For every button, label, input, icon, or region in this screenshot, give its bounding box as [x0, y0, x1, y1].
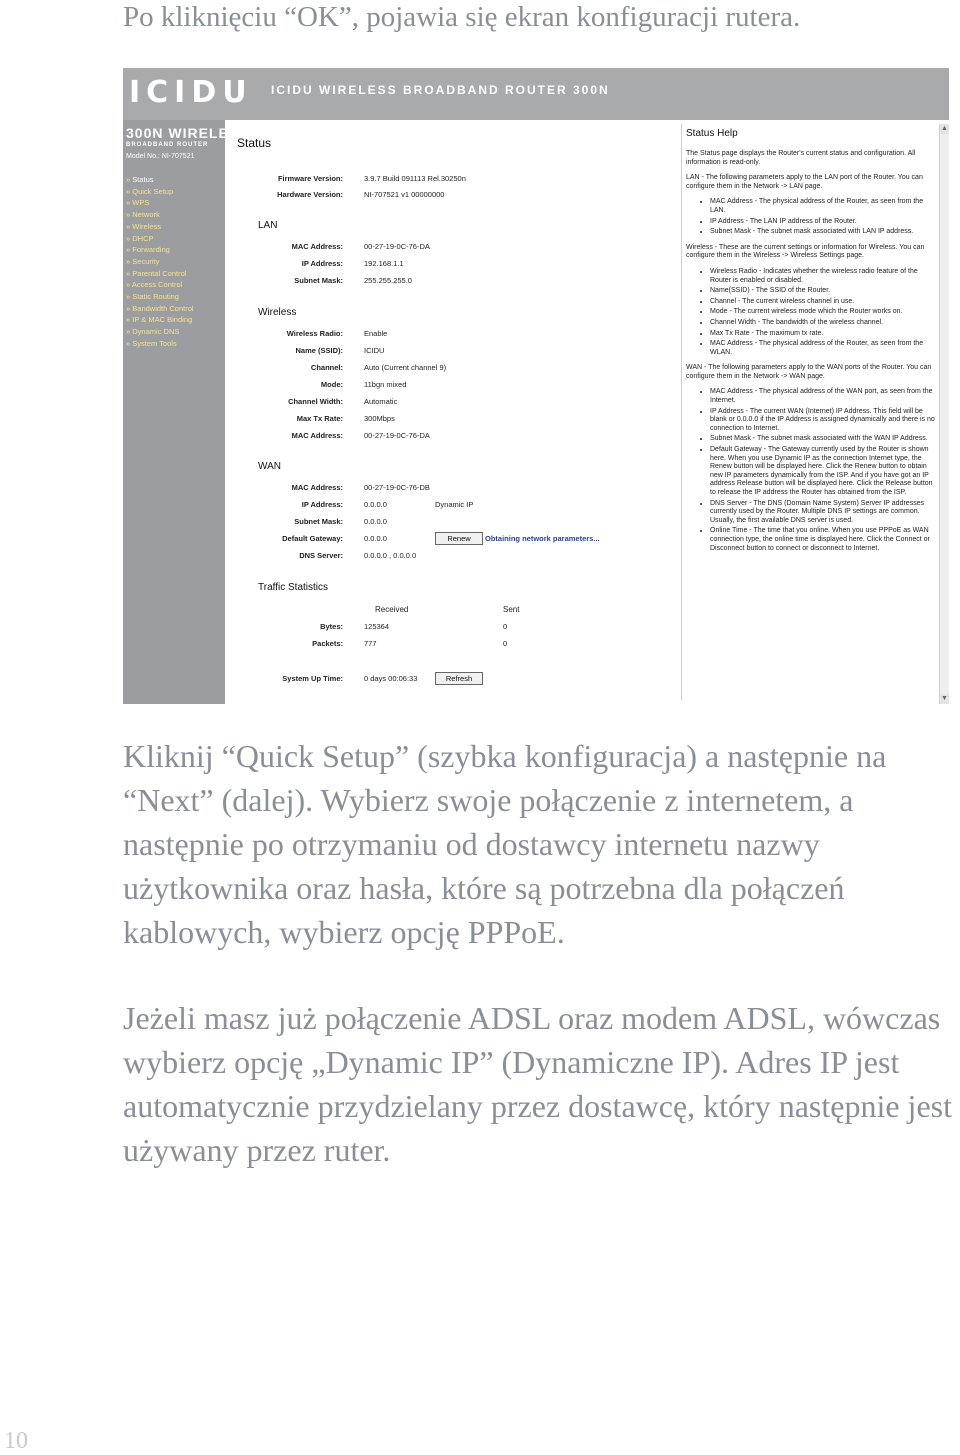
wan-mac-label: MAC Address: — [291, 483, 343, 492]
lan-mask-label: Subnet Mask: — [294, 276, 343, 285]
menu-item-bandwidth-control[interactable]: » Bandwidth Control — [126, 303, 194, 315]
lan-mac-row — [227, 242, 677, 252]
help-list-item: • Wireless Radio - Indicates whether the wireless radio feature of the Router is enabled or disabled. — [710, 268, 938, 285]
scroll-up-icon[interactable]: ▲ — [941, 125, 948, 132]
wireless-mac-row — [227, 431, 677, 441]
received-header: Received — [375, 605, 409, 614]
help-list-item: • Channel Width - The bandwidth of the wireless channel. — [710, 319, 938, 328]
bytes-received: 125364 — [364, 622, 390, 631]
wan-mask-row — [227, 517, 677, 527]
wireless-mac-label: MAC Address: — [291, 431, 343, 440]
page-number: 10 — [4, 1428, 28, 1454]
menu-item-security[interactable]: » Security — [126, 256, 194, 268]
txrate-value: 300Mbps — [364, 414, 395, 423]
radio-row — [227, 329, 677, 339]
help-list-item: • MAC Address - The physical address of the Router, as seen from the WLAN. — [710, 340, 938, 357]
dns-value: 0.0.0.0 , 0.0.0.0 — [364, 551, 417, 560]
hardware-value: NI-707521 v1 00000000 — [364, 190, 445, 199]
firmware-label: Firmware Version: — [277, 174, 343, 183]
firmware-row — [227, 174, 677, 184]
menu-item-ip-mac-binding[interactable]: » IP & MAC Binding — [126, 314, 194, 326]
hardware-label: Hardware Version: — [277, 190, 343, 199]
router-screenshot — [123, 68, 949, 704]
model-subtitle: BROADBAND ROUTER — [126, 142, 209, 148]
help-list-item: • MAC Address - The physical address of the WAN port, as seen from the Internet. — [710, 388, 938, 405]
help-lan-intro: LAN - The following parameters apply to the LAN port of the Router. You can configure them in the Network -> LAN page. — [686, 174, 923, 190]
help-title: Status Help — [686, 128, 738, 139]
lan-mac-value: 00-27-19-0C-76-DA — [364, 242, 430, 251]
channel-width-value: Automatic — [364, 397, 398, 406]
status-content — [227, 124, 677, 704]
menu-item-status[interactable]: » Status — [126, 174, 194, 186]
bytes-row — [227, 622, 677, 632]
mode-label: Mode: — [320, 380, 343, 389]
gateway-row — [227, 534, 677, 544]
renew-button[interactable]: Renew — [435, 532, 483, 545]
wan-ip-label: IP Address: — [301, 500, 343, 509]
radio-value: Enable — [364, 329, 388, 338]
help-list-item: • IP Address - The LAN IP address of the Router. — [710, 218, 938, 227]
channel-label: Channel: — [310, 363, 343, 372]
radio-label: Wireless Radio: — [286, 329, 343, 338]
menu-item-parental-control[interactable]: » Parental Control — [126, 268, 194, 280]
hardware-row — [227, 190, 677, 200]
gateway-label: Default Gateway: — [282, 534, 343, 543]
help-lan-list — [686, 198, 938, 236]
help-scrollbar[interactable] — [939, 124, 949, 704]
help-wireless-list — [686, 268, 938, 357]
lan-mask-row — [227, 276, 677, 286]
help-list-item: • Max Tx Rate - The maximum tx rate. — [710, 330, 938, 339]
txrate-row — [227, 414, 677, 424]
traffic-title: Traffic Statistics — [258, 582, 329, 593]
menu-item-quick-setup[interactable]: » Quick Setup — [126, 186, 194, 198]
packets-received: 777 — [364, 639, 377, 648]
mode-value: 11bgn mixed — [364, 380, 407, 389]
wan-mask-value: 0.0.0.0 — [364, 517, 387, 526]
help-wireless-intro: Wireless - These are the current settings or information for Wireless. You can configure them in the Wireless -> Wireless Settings page. — [686, 243, 925, 260]
menu-item-wps[interactable]: » WPS — [126, 197, 194, 209]
ssid-value: ICIDU — [364, 346, 385, 355]
menu-item-static-routing[interactable]: » Static Routing — [126, 291, 194, 303]
menu-item-system-tools[interactable]: » System Tools — [126, 338, 194, 350]
help-wan-intro: WAN - The following parameters apply to the WAN ports of the Router. You can configure them in the Network -> WAN page. — [686, 364, 932, 380]
wireless-title: Wireless — [258, 307, 297, 318]
help-intro: The Status page displays the Router's current status and configuration. All information is read-only. — [686, 150, 916, 166]
help-list-item: • Default Gateway - The Gateway currently used by the Router is shown here. When you use Dynamic IP as the connection Internet type, the Renew button will be displayed here. Click the Renew button to obtain new IP parameters dynamically from the ISP. And if you have got an IP address Release button will be displayed here. Click the Release button to release the IP address the Router has obtained from the ISP. — [710, 446, 938, 498]
intro-text: Po kliknięciu “OK”, pojawia się ekran konfiguracji rutera. — [123, 1, 801, 33]
menu-item-dhcp[interactable]: » DHCP — [126, 233, 194, 245]
packets-label: Packets: — [312, 639, 343, 648]
menu-item-access-control[interactable]: » Access Control — [126, 279, 194, 291]
menu-item-forwarding[interactable]: » Forwarding — [126, 244, 194, 256]
lan-ip-row — [227, 259, 677, 269]
lan-mask-value: 255.255.255.0 — [364, 276, 412, 285]
lan-ip-label: IP Address: — [301, 259, 343, 268]
icidu-logo: ICIDU — [129, 75, 253, 110]
obtaining-status: Obtaining network parameters... — [485, 534, 600, 543]
help-list-item: • DNS Server - The DNS (Domain Name System) Server IP addresses currently used by the Router. Multiple DNS IP settings are common. Usually, the first available DNS server is used. — [710, 500, 938, 526]
uptime-row — [227, 674, 677, 684]
uptime-label: System Up Time: — [282, 674, 343, 683]
lan-title: LAN — [258, 220, 278, 231]
help-list-item: • Subnet Mask - The subnet mask associated with the WAN IP Address. — [710, 435, 938, 444]
status-help-panel — [681, 124, 940, 700]
sent-header: Sent — [503, 605, 520, 614]
wan-title: WAN — [258, 461, 281, 472]
wan-mac-row — [227, 483, 677, 493]
scroll-down-icon[interactable]: ▼ — [941, 695, 948, 702]
lan-ip-value: 192.168.1.1 — [364, 259, 404, 268]
help-list-item: • Mode - The current wireless mode which the Router works on. — [710, 308, 938, 317]
wan-ip-row — [227, 500, 677, 510]
router-menu — [126, 174, 194, 350]
help-list-item: • Online Time - The time that you online. When you use PPPoE as WAN connection type, the online time is displayed here. Click the Connect or Disconnect button to connect or disconnect to Internet. — [710, 527, 938, 553]
dns-row — [227, 551, 677, 561]
help-list-item: • Channel - The current wireless channel in use. — [710, 298, 938, 307]
help-list-item: • Name(SSID) - The SSID of the Router. — [710, 287, 938, 296]
lan-mac-label: MAC Address: — [291, 242, 343, 251]
packets-sent: 0 — [503, 639, 508, 648]
packets-row — [227, 639, 677, 649]
wan-mask-label: Subnet Mask: — [294, 517, 343, 526]
model-title: 300N WIRELESS — [126, 125, 250, 141]
router-header — [123, 68, 949, 120]
menu-item-wireless[interactable]: » Wireless — [126, 221, 194, 233]
bytes-label: Bytes: — [320, 622, 343, 631]
wan-mac-value: 00-27-19-0C-76-DB — [364, 483, 430, 492]
ssid-row — [227, 346, 677, 356]
channel-value: Auto (Current channel 9) — [364, 363, 447, 372]
channel-width-label: Channel Width: — [288, 397, 343, 406]
ssid-label: Name (SSID): — [295, 346, 343, 355]
gateway-value: 0.0.0.0 — [364, 534, 387, 543]
instruction-paragraph-2: Jeżeli masz już połączenie ADSL oraz modem ADSL, wówczas wybierz opcję „Dynamic IP” (Dynamiczne IP). Adres IP jest automatycznie przydzielany przez dostawcę, który następnie jest używany przez ruter. — [123, 1000, 952, 1168]
help-wan-list — [686, 388, 938, 553]
mode-row — [227, 380, 677, 390]
firmware-value: 3.9.7 Build 091113 Rel.30250n — [364, 174, 466, 183]
refresh-button[interactable]: Refresh — [435, 672, 483, 685]
bytes-sent: 0 — [503, 622, 508, 631]
channel-row — [227, 363, 677, 373]
menu-item-dynamic-dns[interactable]: » Dynamic DNS — [126, 326, 194, 338]
uptime-value: 0 days 00:06:33 — [364, 674, 418, 683]
help-list-item: • IP Address - The current WAN (Internet) IP Address. This field will be blank or 0.0.0.0 if the IP Address is assigned dynamically and there is no connection to Internet. — [710, 408, 938, 434]
status-title: Status — [237, 136, 272, 150]
channel-width-row — [227, 397, 677, 407]
help-list-item: • MAC Address - The physical address of the Router, as seen from the LAN. — [710, 198, 938, 215]
help-body — [686, 150, 938, 560]
help-list-item: • Subnet Mask - The subnet mask associated with LAN IP address. — [710, 228, 938, 237]
menu-item-network[interactable]: » Network — [126, 209, 194, 221]
dns-label: DNS Server: — [299, 551, 343, 560]
wan-ip-type: Dynamic IP — [435, 500, 474, 509]
router-brand-title: ICIDU WIRELESS BROADBAND ROUTER 300N — [271, 83, 610, 97]
model-number: Model No.: NI-707521 — [126, 153, 195, 160]
wan-ip-value: 0.0.0.0 — [364, 500, 387, 509]
txrate-label: Max Tx Rate: — [296, 414, 343, 423]
instruction-paragraph-1: Kliknij “Quick Setup” (szybka konfiguracja) a następnie na “Next” (dalej). Wybierz swoje połączenie z internetem, a następnie po otrzymaniu od dostawcy internetu nazwy użytkownika oraz hasła, które są potrzebna dla połączeń kablowych, wybierz opcję PPPoE. — [123, 738, 887, 950]
wireless-mac-value: 00-27-19-0C-76-DA — [364, 431, 430, 440]
router-sidebar — [123, 120, 250, 704]
